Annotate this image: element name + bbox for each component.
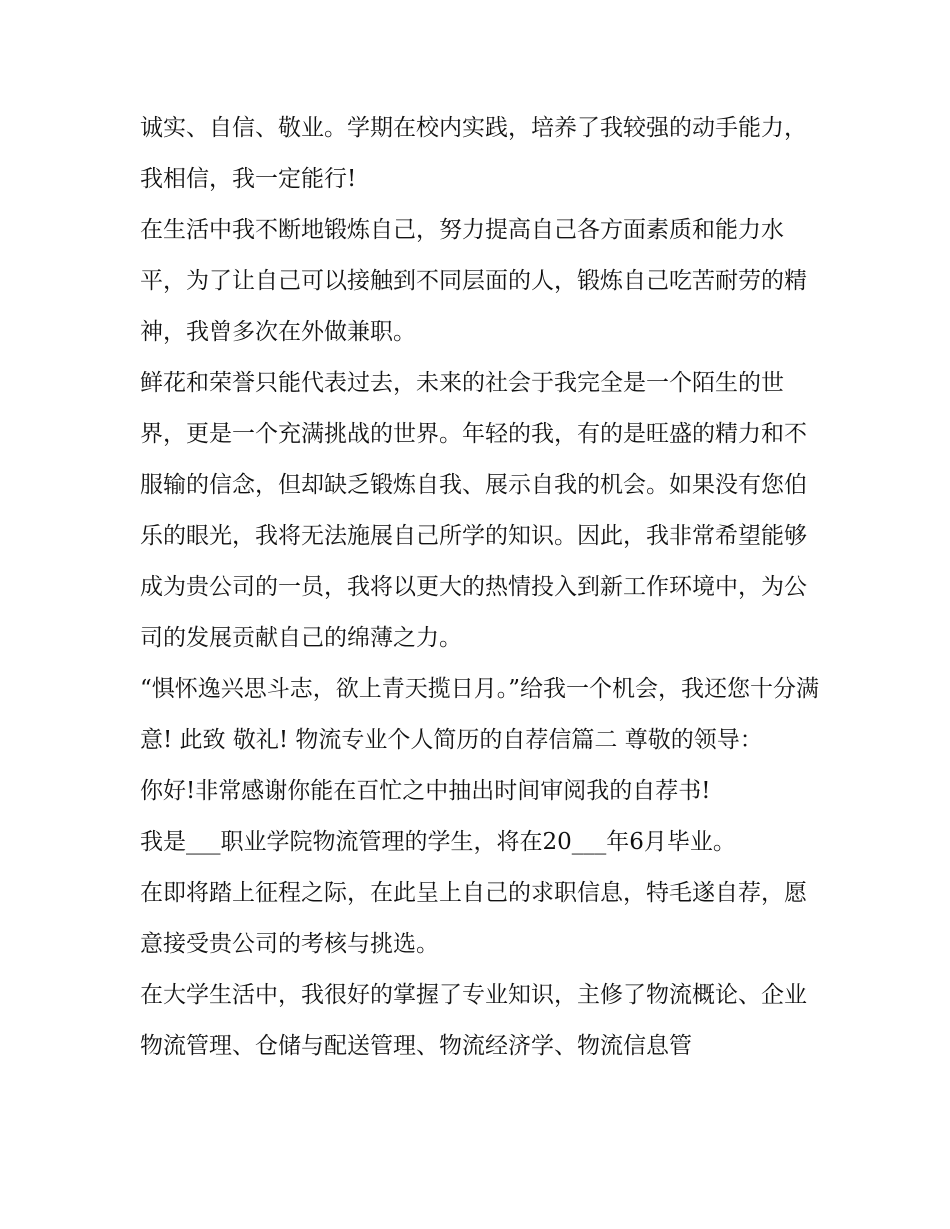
paragraph-6: 我是___职业学院物流管理的学生，将在20___年6月毕业。 xyxy=(140,829,736,855)
paragraph-5: 你好!非常感谢你能在百忙之中抽出时间审阅我的自荐书! xyxy=(140,778,711,804)
paragraph-8: 在大学生活中，我很好的掌握了专业知识，主修了物流概论、企业物流管理、仓储与配送管理、物流经济学、物流信息管 xyxy=(140,982,807,1059)
paragraph-4: “惧怀逸兴思斗志，欲上青天揽日月。”给我一个机会，我还您十分满意! 此致 敬礼! 物流专业个人简历的自荐信篇二 尊敬的领导： xyxy=(140,676,820,753)
document-body xyxy=(140,103,820,1072)
paragraph-2: 在生活中我不断地锻炼自己，努力提高自己各方面素质和能力水平，为了让自己可以接触到不同层面的人，锻炼自己吃苦耐劳的精神，我曾多次在外做兼职。 xyxy=(140,217,807,345)
paragraph-3: 鲜花和荣誉只能代表过去，未来的社会于我完全是一个陌生的世界，更是一个充满挑战的世界。年轻的我，有的是旺盛的精力和不服输的信念，但却缺乏锻炼自我、展示自我的机会。如果没有您伯乐的眼光，我将无法施展自己所学的知识。因此，我非常希望能够成为贵公司的一员，我将以更大的热情投入到新工作环境中，为公司的发展贡献自己的绵薄之力。 xyxy=(140,370,807,651)
paragraph-7: 在即将踏上征程之际，在此呈上自己的求职信息，特毛遂自荐，愿意接受贵公司的考核与挑选。 xyxy=(140,880,807,957)
paragraph-1: 诚实、自信、敬业。学期在校内实践，培养了我较强的动手能力，我相信，我一定能行! xyxy=(140,115,807,192)
